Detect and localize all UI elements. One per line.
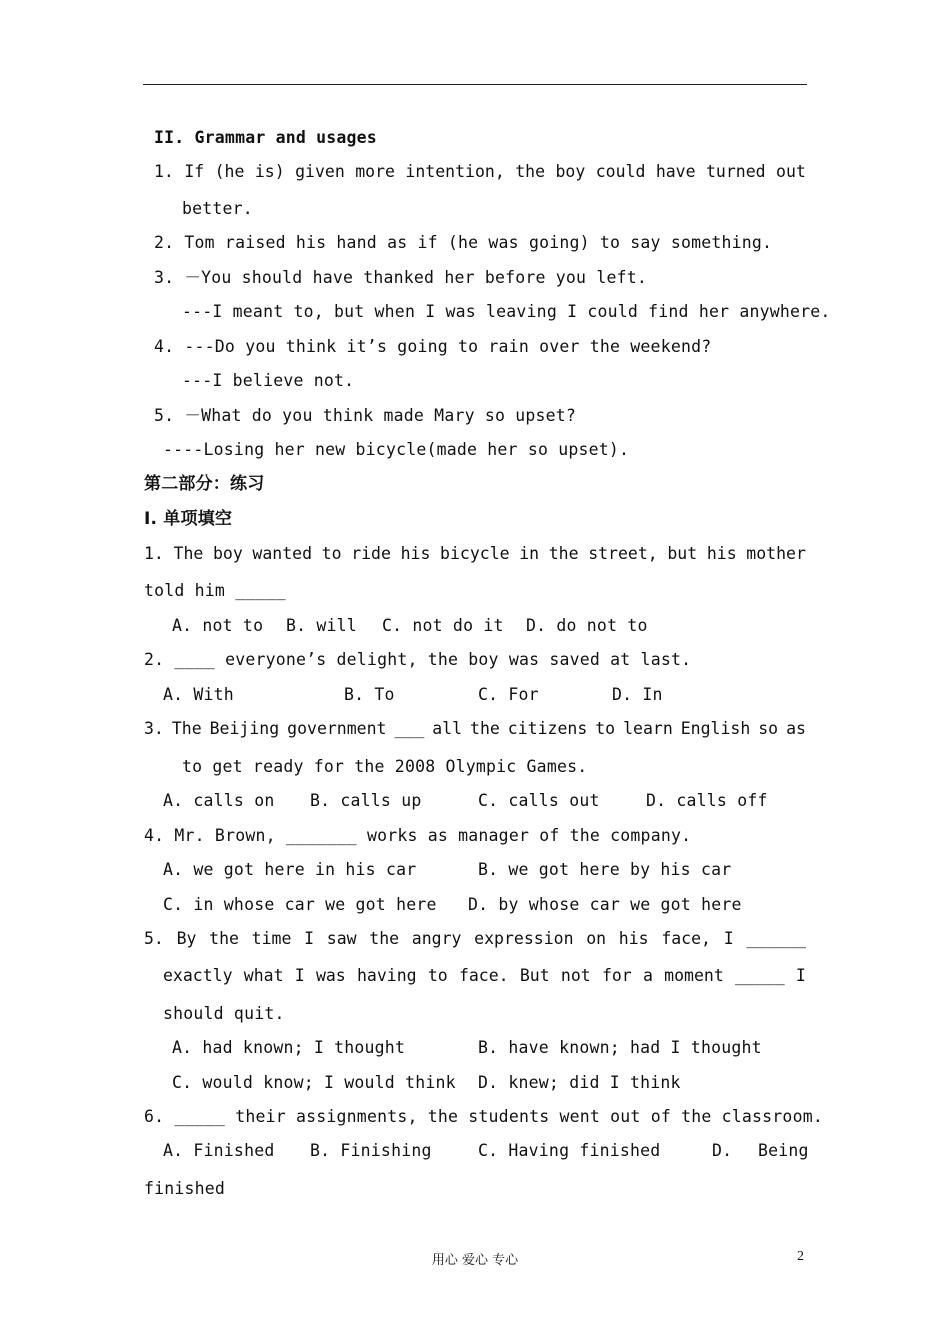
- ex2-option-d: D. In: [612, 685, 663, 704]
- grammar-q3-line1: 3. －You should have thanked her before you left.: [154, 268, 647, 287]
- word: but: [667, 544, 698, 563]
- ex5-option-b: B. have known; had I thought: [478, 1038, 762, 1057]
- word: to: [321, 544, 342, 563]
- word: I: [294, 966, 305, 985]
- ex4-option-d: D. by whose car we got here: [468, 895, 742, 914]
- ex1-option-b: B. will: [286, 616, 357, 635]
- word: boy: [555, 162, 586, 181]
- word: ___: [394, 719, 425, 738]
- grammar-q3-line2: ---I meant to, but when I was leaving I could find her anywhere.: [182, 302, 831, 321]
- grammar-q5-line1: 5. －What do you think made Mary so upset?: [154, 406, 577, 425]
- ex6-option-d-word: Being: [758, 1141, 809, 1160]
- word: the: [548, 544, 579, 563]
- word: The: [171, 719, 202, 738]
- word: ride: [351, 544, 391, 563]
- word: intention,: [405, 162, 505, 181]
- ex1-line2: told him _____: [144, 581, 286, 600]
- ex5-option-d: D. knew; did I think: [478, 1073, 681, 1092]
- word: could: [595, 162, 646, 181]
- ex1-option-a: A. not to: [172, 616, 264, 635]
- ex4-question: 4. Mr. Brown, _______ works as manager of the company.: [144, 826, 692, 845]
- word: (he: [214, 162, 245, 181]
- grammar-q1-line1: [154, 162, 806, 182]
- word: government: [287, 719, 387, 738]
- word: for: [601, 966, 632, 985]
- ex1-option-d: D. do not to: [526, 616, 648, 635]
- word: given: [295, 162, 345, 181]
- word: not: [560, 966, 591, 985]
- ex5-option-c: C. would know; I would think: [172, 1073, 456, 1092]
- ex4-option-b: B. we got here by his car: [478, 860, 732, 879]
- ex3-option-d: D. calls off: [646, 791, 768, 810]
- word: have: [655, 162, 696, 181]
- word: more: [355, 162, 395, 181]
- grammar-q4-line1: 4. ---Do you think it’s going to rain over the weekend?: [154, 337, 712, 356]
- word: I: [304, 929, 315, 948]
- word: English: [680, 719, 751, 738]
- ex6-option-d-label: D.: [712, 1141, 733, 1160]
- grammar-heading: II. Grammar and usages: [154, 128, 377, 147]
- word: a: [642, 966, 653, 985]
- word: 3.: [144, 719, 164, 738]
- word: ______: [746, 929, 806, 948]
- word: to: [427, 966, 448, 985]
- word: so: [758, 719, 779, 738]
- word: as: [786, 719, 806, 738]
- word: what: [243, 966, 284, 985]
- grammar-q2: 2. Tom raised his hand as if (he was going) to say something.: [154, 233, 773, 252]
- word: mother: [746, 544, 806, 563]
- ex5-option-a: A. had known; I thought: [172, 1038, 406, 1057]
- header-rule: [143, 84, 807, 85]
- word: 5.: [144, 929, 164, 948]
- word: exactly: [163, 966, 233, 985]
- word: all: [432, 719, 463, 738]
- ex5-line2: [163, 966, 806, 986]
- word: By: [176, 929, 197, 948]
- ex2-question: 2. ____ everyone’s delight, the boy was saved at last.: [144, 650, 692, 669]
- ex2-option-c: C. For: [478, 685, 539, 704]
- part2-heading: 第二部分：练习: [144, 474, 265, 494]
- word: face,: [661, 929, 711, 948]
- word: is): [254, 162, 285, 181]
- word: out: [776, 162, 806, 181]
- word: the: [515, 162, 546, 181]
- grammar-q5-line2: ----Losing her new bicycle(made her so upset).: [163, 440, 630, 459]
- ex3-line2: to get ready for the 2008 Olympic Games.: [182, 757, 588, 776]
- word: was: [315, 966, 346, 985]
- word: his: [618, 929, 649, 948]
- ex3-line1: [144, 719, 806, 739]
- word: But: [519, 966, 550, 985]
- word: face.: [458, 966, 509, 985]
- word: the: [470, 719, 500, 738]
- word: If: [184, 162, 205, 181]
- ex4-option-a: A. we got here in his car: [163, 860, 417, 879]
- word: wanted: [252, 544, 313, 563]
- word: bicycle: [440, 544, 510, 563]
- word: The: [173, 544, 204, 563]
- word: _____: [735, 966, 785, 985]
- word: to: [595, 719, 616, 738]
- footer-motto: 用心 爱心 专心: [431, 1253, 519, 1268]
- word: moment: [664, 966, 724, 985]
- word: his: [400, 544, 431, 563]
- ex1-option-c: C. not do it: [382, 616, 504, 635]
- ex3-option-c: C. calls out: [478, 791, 600, 810]
- ex6-option-c: C. Having finished: [478, 1141, 661, 1160]
- grammar-q4-line2: ---I believe not.: [182, 371, 355, 390]
- word: 1.: [154, 162, 174, 181]
- ex6-option-d-cont: finished: [144, 1179, 226, 1198]
- word: turned: [706, 162, 766, 181]
- word: learn: [623, 719, 673, 738]
- word: having: [356, 966, 417, 985]
- word: the: [209, 929, 239, 948]
- word: time: [251, 929, 292, 948]
- ex5-line1: [144, 929, 806, 949]
- word: saw: [326, 929, 357, 948]
- word: citizens: [507, 719, 588, 738]
- word: 1.: [144, 544, 164, 563]
- ex3-option-a: A. calls on: [163, 791, 275, 810]
- word: on: [586, 929, 607, 948]
- ex2-option-b: B. To: [344, 685, 395, 704]
- ex6-option-b: B. Finishing: [310, 1141, 432, 1160]
- grammar-q1-line2: better.: [182, 199, 253, 218]
- word: the: [369, 929, 400, 948]
- ex1-line1: [144, 544, 806, 564]
- word: Beijing: [209, 719, 280, 738]
- page-number: 2: [797, 1249, 804, 1264]
- word: boy: [212, 544, 243, 563]
- ex5-line3: should quit.: [163, 1004, 285, 1023]
- word: I: [723, 929, 734, 948]
- word: expression: [474, 929, 574, 948]
- word: I: [795, 966, 806, 985]
- word: angry: [411, 929, 462, 948]
- section-heading: I. 单项填空: [144, 509, 233, 529]
- word: in: [519, 544, 540, 563]
- ex6-question: 6. _____ their assignments, the students went out of the classroom.: [144, 1107, 823, 1126]
- ex2-option-a: A. With: [163, 685, 234, 704]
- word: street,: [588, 544, 658, 563]
- word: his: [706, 544, 737, 563]
- ex4-option-c: C. in whose car we got here: [163, 895, 437, 914]
- ex6-option-a: A. Finished: [163, 1141, 275, 1160]
- ex3-option-b: B. calls up: [310, 791, 422, 810]
